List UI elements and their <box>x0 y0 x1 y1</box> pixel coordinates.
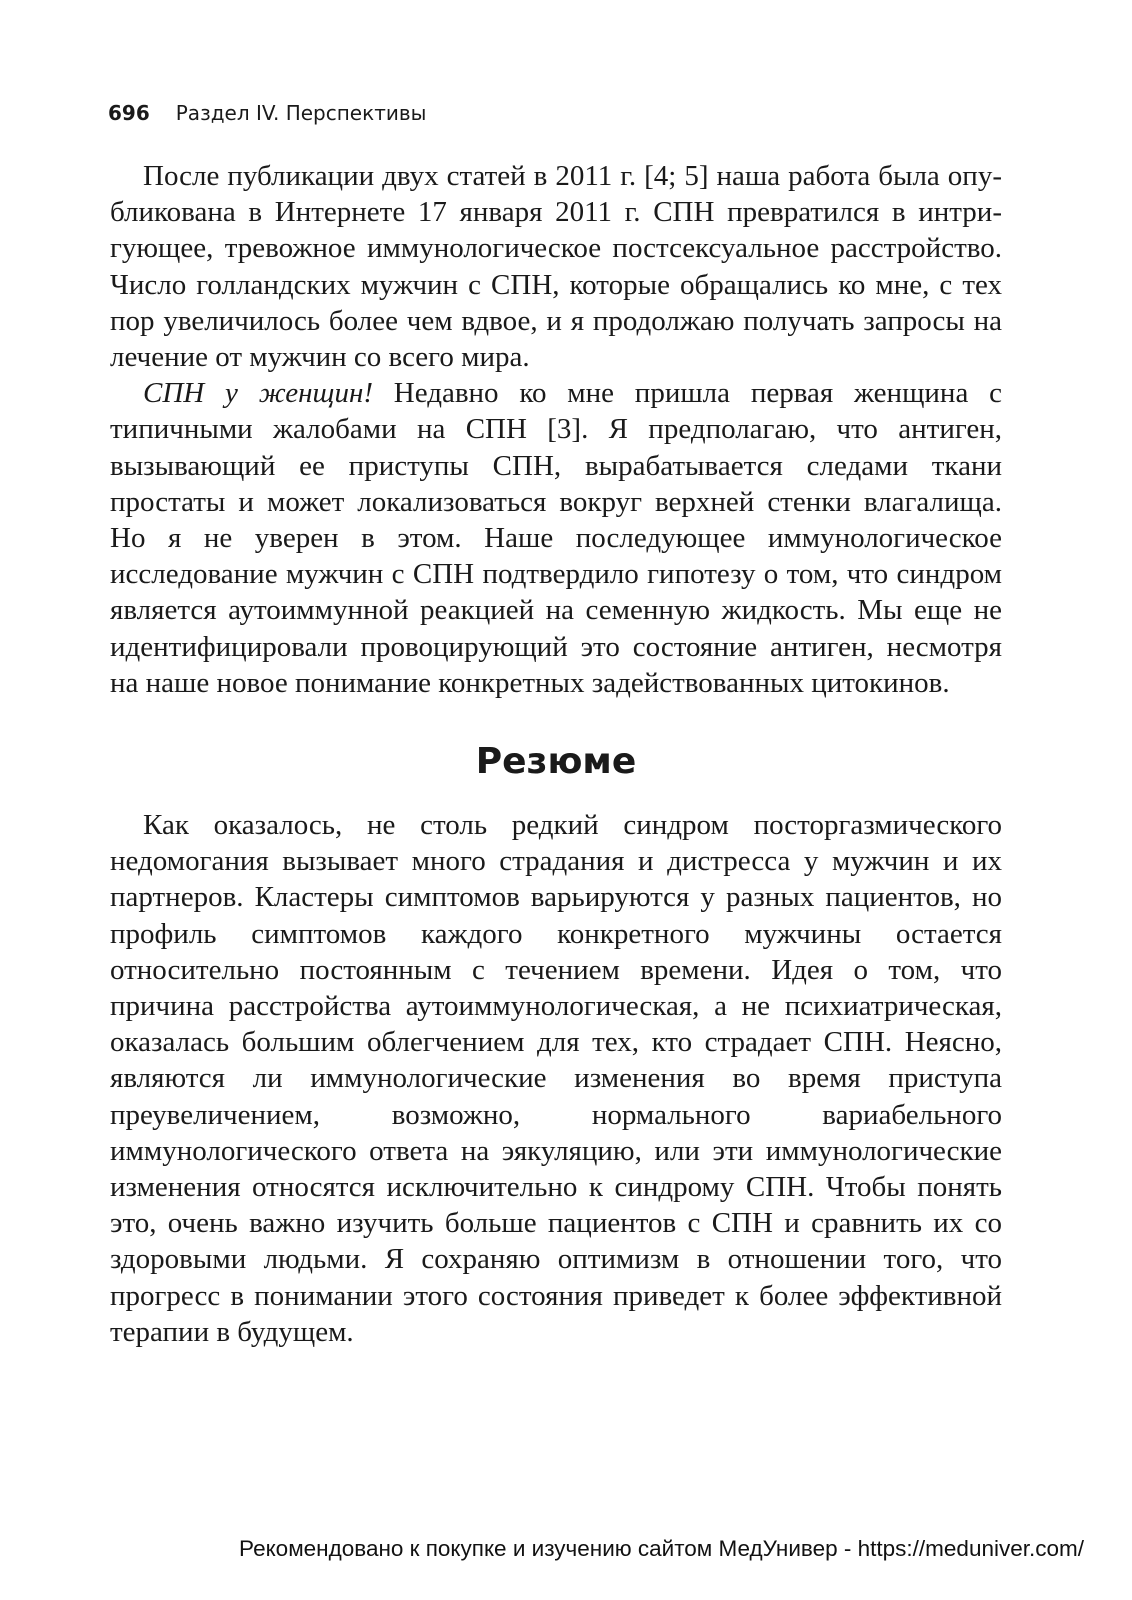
footer-recommendation: Рекомендовано к покупке и изучению сайтом МедУнивер - https://meduniver.com/ <box>239 1536 1084 1561</box>
paragraph <box>110 158 1002 375</box>
running-head-section-title: Раздел IV. Перспективы <box>175 101 427 125</box>
section-heading: Резюме <box>475 741 637 782</box>
body-text <box>110 158 1002 701</box>
paragraph-text: После публикации двух статей в 2011 г. [4; 5] наша работа была опубликована в Интернете 17 января 2011 г. СПН превратился в интригующее, тревожное иммунологическое постсексуальное расстройство. Число голландских мужчин с СПН, которые обращались ко мне, с тех пор увеличилось более чем вдвое, и я продолжаю получать запросы на лечение от мужчин со всего мира. <box>110 160 1002 374</box>
paragraph-text: Недавно ко мне пришла первая женщина с типичными жалобами на СПН [3]. Я предполагаю, что антиген, вызывающий ее приступы СПН, вырабатывается следами ткани простаты и может локализоваться вокруг верхней стенки влагалища. Но я не уверен в этом. Наше последующее иммунологическое исследование мужчин с СПН подтвердило гипотезу о том, что синдром является аутоиммунной реакцией на семенную жидкость. Мы еще не идентифицировали провоцирующий это состояние антиген, несмотря на наше новое понимание конкретных задействованных цитокинов. <box>110 377 1002 699</box>
paragraph <box>110 375 1002 701</box>
running-head <box>108 99 426 127</box>
paragraph-text: Как оказалось, не столь редкий синдром посторгазмического недомогания вызывает много страдания и дистресса у мужчин и их партнеров. Кластеры симптомов варьируются у разных пациентов, но профиль симптомов каждого конкретного мужчины остается относительно постоянным с течением времени. Идея о том, что причина расстройства аутоиммунологическая, а не психиатрическая, оказалась большим облегчением для тех, кто страдает СПН. Неясно, являются ли иммунологические изменения во время приступа преувеличением, возможно, нормального вариабельного иммунологического ответа на эякуляцию, или эти иммунологические изменения относятся исключительно к синдрому СПН. Чтобы понять это, очень важно изучить больше пациентов с СПН и сравнить их со здоровыми людьми. Я сохраняю оптимизм в отношении того, что прогресс в понимании этого состояния приведет к более эффективной терапии в будущем. <box>110 809 1002 1348</box>
page-number: 696 <box>108 101 150 125</box>
paragraph <box>110 807 1002 1350</box>
paragraph-lead-italic: СПН у женщин! <box>143 377 373 410</box>
summary-text <box>110 807 1002 1350</box>
